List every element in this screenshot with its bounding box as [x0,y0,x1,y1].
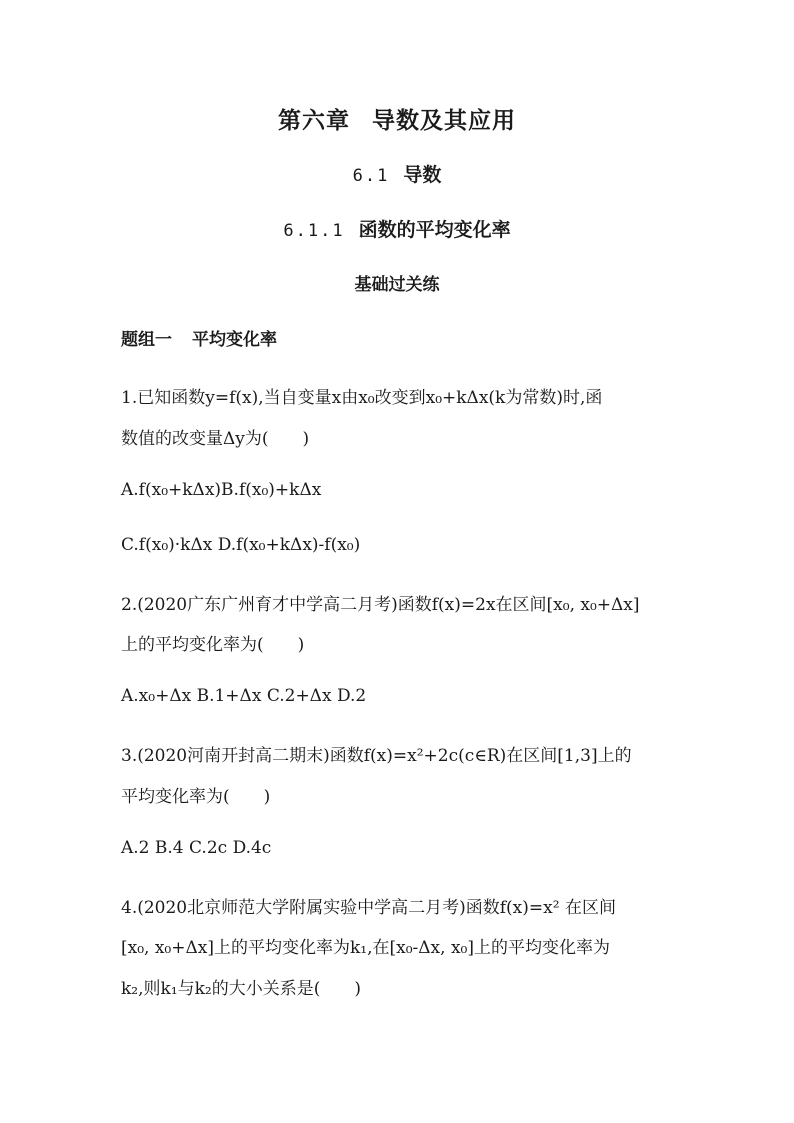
question-3-line-2: 平均变化率为( ) [121,787,271,807]
question-1-options-1: A.f(x₀+kΔx)B.f(x₀)+kΔx [121,480,322,500]
group-title: 平均变化率 [192,330,277,350]
section-title [0,160,794,187]
question-3-options: A.2 B.4 C.2c D.4c [121,838,272,858]
question-1-line-1: 1.已知函数y=f(x),当自变量x由x₀改变到x₀+kΔx(k为常数)时,函 [121,388,603,408]
question-1-options-2: C.f(x₀)·kΔx D.f(x₀+kΔx)-f(x₀) [121,535,361,555]
chapter-title [0,102,794,135]
section-name: 导数 [403,164,442,186]
question-2-line-1: 2.(2020广东广州育才中学高二月考)函数f(x)=2x在区间[x₀, x₀+Δx] [121,595,640,615]
question-1-line-2: 数值的改变量Δy为( ) [121,429,310,449]
chapter-number: 第六章 [278,107,350,134]
subsection-name: 函数的平均变化率 [358,219,511,241]
chapter-name: 导数及其应用 [372,107,516,134]
question-4-line-3: k₂,则k₁与k₂的大小关系是( ) [121,979,362,999]
question-4-line-1: 4.(2020北京师范大学附属实验中学高二月考)函数f(x)=x² 在区间 [121,898,616,918]
question-2-line-2: 上的平均变化率为( ) [121,635,305,655]
group-label: 题组一 [121,330,172,350]
question-2-options: A.x₀+Δx B.1+Δx C.2+Δx D.2 [121,686,367,706]
group-heading [121,325,277,350]
section-number: 6.1 [352,166,390,186]
subsection-number: 6.1.1 [283,221,345,241]
level-heading: 基础过关练 [354,275,440,295]
question-4-line-2: [x₀, x₀+Δx]上的平均变化率为k₁,在[x₀-Δx, x₀]上的平均变化率为 [121,938,610,958]
subsection-title [0,215,794,242]
question-3-line-1: 3.(2020河南开封高二期末)函数f(x)=x²+2c(c∈R)在区间[1,3]上的 [121,746,632,766]
